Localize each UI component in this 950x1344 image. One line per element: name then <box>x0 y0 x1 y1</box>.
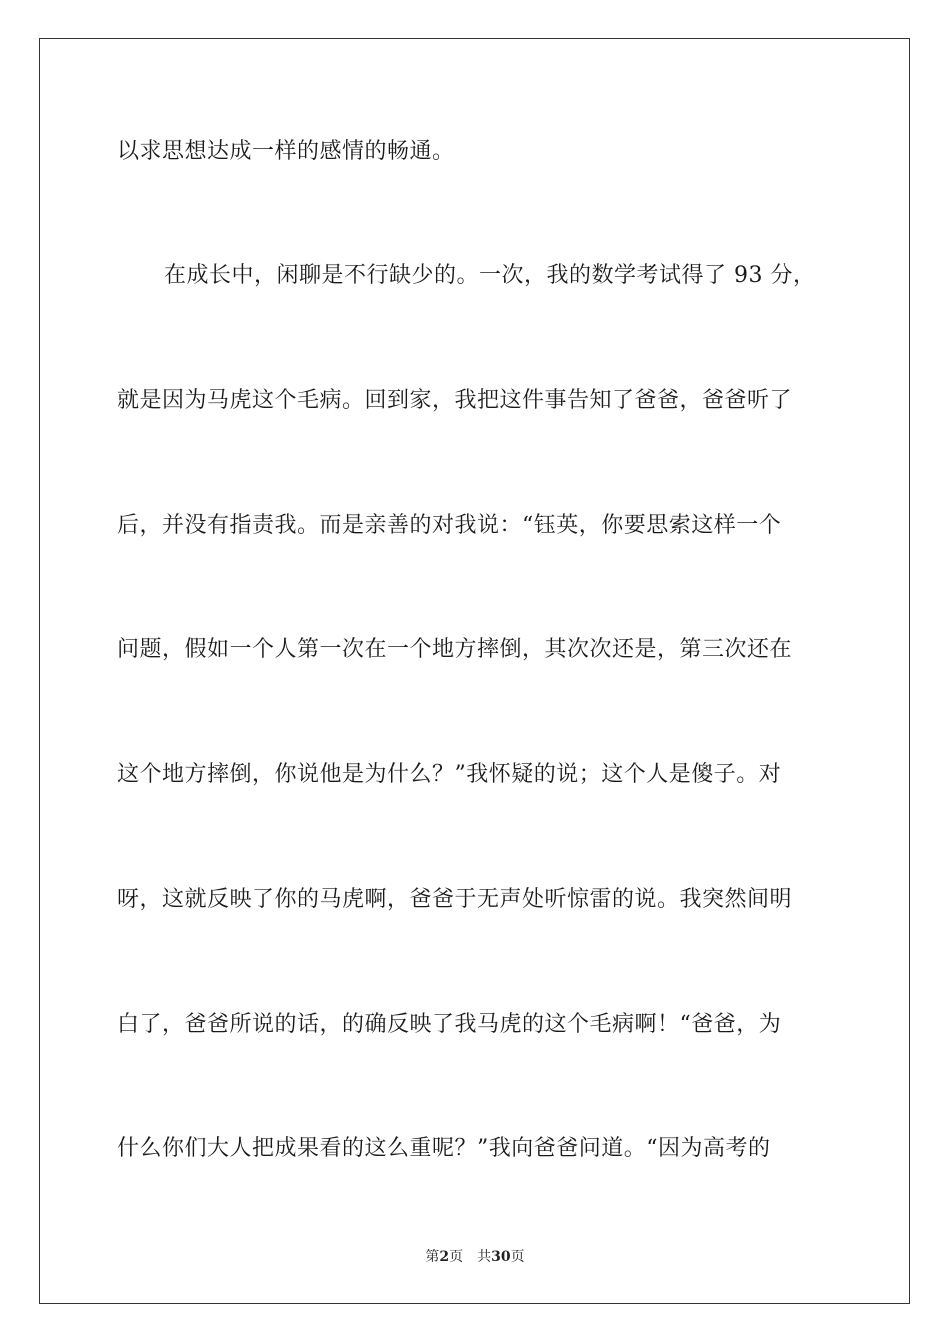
text-line-2: 在成长中，闲聊是不行缺少的。一次，我的数学考试得了 93 分， <box>164 263 816 288</box>
text-line-6: 这个地方摔倒，你说他是为什么？”我怀疑的说；这个人是傻子。对 <box>117 762 782 787</box>
text-line-8: 白了，爸爸所说的话，的确反映了我马虎的这个毛病啊！“爸爸，为 <box>117 1012 782 1037</box>
text-line-7: 呀，这就反映了你的马虎啊，爸爸于无声处听惊雷的说。我突然间明 <box>117 887 793 912</box>
page-prefix: 第 <box>425 1249 440 1265</box>
total-suffix: 页 <box>510 1249 525 1265</box>
text-line-4: 后，并没有指责我。而是亲善的对我说：“钰英，你要思索这样一个 <box>117 513 782 538</box>
text-line-1: 以求思想达成一样的感情的畅通。 <box>117 139 455 164</box>
page-suffix: 页 <box>449 1249 464 1265</box>
total-prefix: 共 <box>477 1249 492 1265</box>
text-line-5: 问题，假如一个人第一次在一个地方摔倒，其次次还是，第三次还在 <box>117 637 793 662</box>
total-pages: 30 <box>491 1249 511 1265</box>
page-border <box>39 38 910 1304</box>
page-number: 2 <box>439 1249 450 1265</box>
page-footer <box>0 1247 950 1267</box>
text-line-9: 什么你们大人把成果看的这么重呢？”我向爸爸问道。“因为高考的 <box>117 1136 771 1161</box>
text-line-3: 就是因为马虎这个毛病。回到家，我把这件事告知了爸爸，爸爸听了 <box>117 388 793 413</box>
